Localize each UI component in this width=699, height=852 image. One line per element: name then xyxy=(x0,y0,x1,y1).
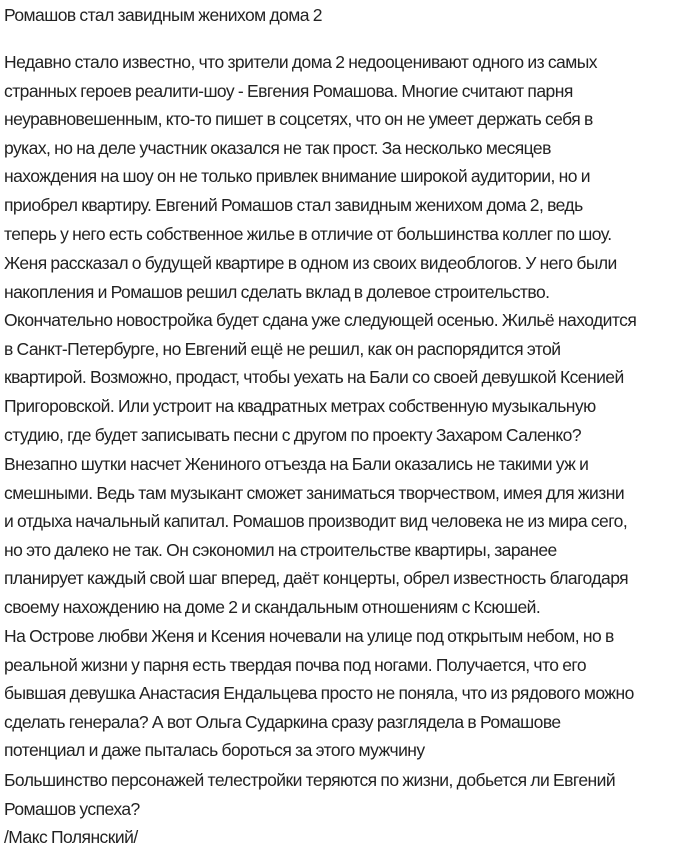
text-line: Ромашов успеха? xyxy=(4,798,140,819)
text-line: планирует каждый свой шаг вперед, даёт концерты, обрел известность благодаря xyxy=(4,568,629,589)
paragraph-2 xyxy=(4,249,636,449)
text-line: Пригоровской. Или устроит на квадратных метрах собственную музыкальную xyxy=(4,395,596,416)
text-line: своему нахождению на доме 2 и скандальным отношениям с Ксюшей. xyxy=(4,596,541,617)
text-line: странных героев реалити-шоу - Евгения Ромашова. Многие считают парня xyxy=(4,80,573,101)
author-signature: /Макс Полянский/ xyxy=(4,827,138,848)
text-line: Внезапно шутки насчет Жениного отъезда на Бали оказались не такими уж и xyxy=(4,454,589,474)
text-line: квартирой. Возможно, продаст, чтобы уехать на Бали со своей девушкой Ксенией xyxy=(4,367,624,388)
paragraph-5 xyxy=(4,766,615,852)
text-line: но это далеко не так. Он сэкономил на строительстве квартиры, заранее xyxy=(4,539,557,560)
text-line: бывшая девушка Анастасия Ендальцева просто не поняла, что из рядового можно xyxy=(4,683,634,704)
article-title: Ромашов стал завидным женихом дома 2 xyxy=(4,5,322,25)
text-line: На Острове любви Женя и Ксения ночевали на улице под открытым небом, но в xyxy=(4,626,614,646)
text-line: приобрел квартиру. Евгений Ромашов стал завидным женихом дома 2, ведь xyxy=(4,194,583,215)
text-line: и отдыха начальный капитал. Ромашов производит вид человека не из мира сего, xyxy=(4,511,628,532)
text-line: студию, где будет записывать песни с другом по проекту Захаром Саленко? xyxy=(4,424,582,445)
paragraph-3 xyxy=(4,450,628,622)
text-line: Большинство персонажей телестройки теряются по жизни, добьется ли Евгений xyxy=(4,770,616,790)
text-line: теперь у него есть собственное жилье в отличие от большинства коллег по шоу. xyxy=(4,223,612,244)
text-line: в Санкт-Петербурге, но Евгений ещё не решил, как он распорядится этой xyxy=(4,338,561,359)
text-line: Недавно стало известно, что зрители дома 2 недооценивают одного из самых xyxy=(4,52,597,72)
text-line: Женя рассказал о будущей квартире в одном из своих видеоблогов. У него были xyxy=(4,253,617,273)
paragraph-1 xyxy=(4,48,612,248)
text-line: Окончательно новостройка будет сдана уже следующей осенью. Жильё находится xyxy=(4,310,637,331)
text-line: неуравновешенным, кто-то пишет в соцсетях, что он не умеет держать себя в xyxy=(4,109,593,130)
text-line: реальной жизни у парня есть твердая почва под ногами. Получается, что его xyxy=(4,654,587,675)
text-line: накопления и Ромашов решил сделать вклад в долевое строительство. xyxy=(4,281,550,302)
text-line: потенциал и даже пыталась бороться за этого мужчину xyxy=(4,740,425,761)
text-line: нахождения на шоу он не только привлек внимание широкой аудитории, но и xyxy=(4,166,590,187)
text-line: руках, но на деле участник оказался не так прост. За несколько месяцев xyxy=(4,137,551,158)
text-line: сделать генерала? А вот Ольга Сударкина сразу разглядела в Ромашове xyxy=(4,711,561,732)
text-line: смешными. Ведь там музыкант сможет заниматься творчеством, имея для жизни xyxy=(4,482,625,503)
paragraph-4 xyxy=(4,622,634,765)
